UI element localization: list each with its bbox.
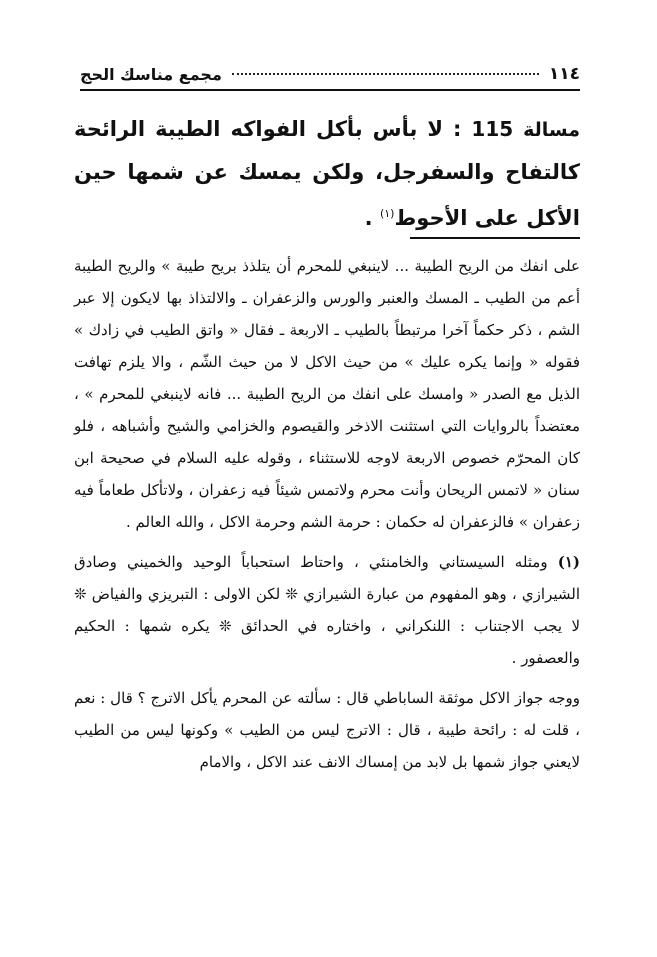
masala-number: 115 [471, 117, 514, 141]
footnote-reference: (١) [379, 207, 395, 220]
header-dot-leader [232, 73, 539, 75]
page-number: ١١٤ [548, 64, 580, 84]
masala-text: لا بأس بأكل الفواكه الطيبة الرائحة كالتفاح والسفرجل، ولكن يمسك عن شمها حين الأكل على الأحوط [74, 117, 580, 230]
commentary-paragraph: على انفك من الريح الطيبة ... لاينبغي للمحرم أن يتلذذ بريح طيبة » والريح الطيبة أعم من الطيب ـ المسك والعنبر والورس والزعفران ـ والالتذاذ بها لايكون إلا عبر الشم ، ذكر حكماً آخرا مرتبطاً بالطيب ـ الاربعة ـ فقال « واتق الطيب في زادك » فقوله « وإنما يكره عليك » من حيث الاكل لا من حيث الشّم ، والا يلزم تهافت الذيل مع الصدر « وامسك على انفك من الريح الطيبة ... فانه لاينبغي للمحرم » ، معتضداً بالروايات التي استثنت الاذخر والقيصوم والخزامي والشيح وأشباهه ، فلو كان المحرّم خصوص الاربعة لاوجه للاستثناء ، وقوله عليه السلام في صحيحة ابن سنان « لاتمس الريحان وأنت محرم ولاتمس شيئاً فيه زعفران ، ولاتأكل طعاماً فيه زعفران » فالزعفران له حكمان : حرمة الشم وحرمة الاكل ، والله العالم . [74, 257, 580, 531]
running-header [80, 62, 580, 86]
masala-separator: : [453, 117, 462, 141]
masala-115 [74, 108, 580, 239]
footnote-1-mark: (١) [557, 553, 580, 571]
masala-label: مسالة [523, 119, 581, 141]
masala-end: . [364, 206, 373, 230]
footnote-1-text: ومثله السيستاني والخامنئي ، واحتاط استحباباً الوحيد والخميني وصادق الشيرازي ، وهو المفهوم من عبارة الشيرازي ❊ لكن الاولى : التبريزي والفياض ❊ لا يجب الاجتناب : اللنكراني ، واختاره في الحدائق ❊ يكره شمها : الحكيم والعصفور . [74, 553, 580, 667]
footnotes-section [74, 250, 580, 786]
footnote-separator [410, 237, 580, 239]
book-title: مجمع مناسك الحج [80, 64, 222, 84]
footnote-1 [74, 546, 580, 674]
commentary-paragraph-2: ووجه جواز الاكل موثقة الساباطي قال : سألته عن المحرم يأكل الاترج ؟ قال : نعم ، قلت له : رائحة طيبة ، قال : الاترج ليس من الطيب » وكونها ليس من الطيب لايعني جواز شمها بل لابد من إمساك الانف عند الاكل ، والامام [74, 689, 580, 771]
header-rule [80, 89, 580, 91]
